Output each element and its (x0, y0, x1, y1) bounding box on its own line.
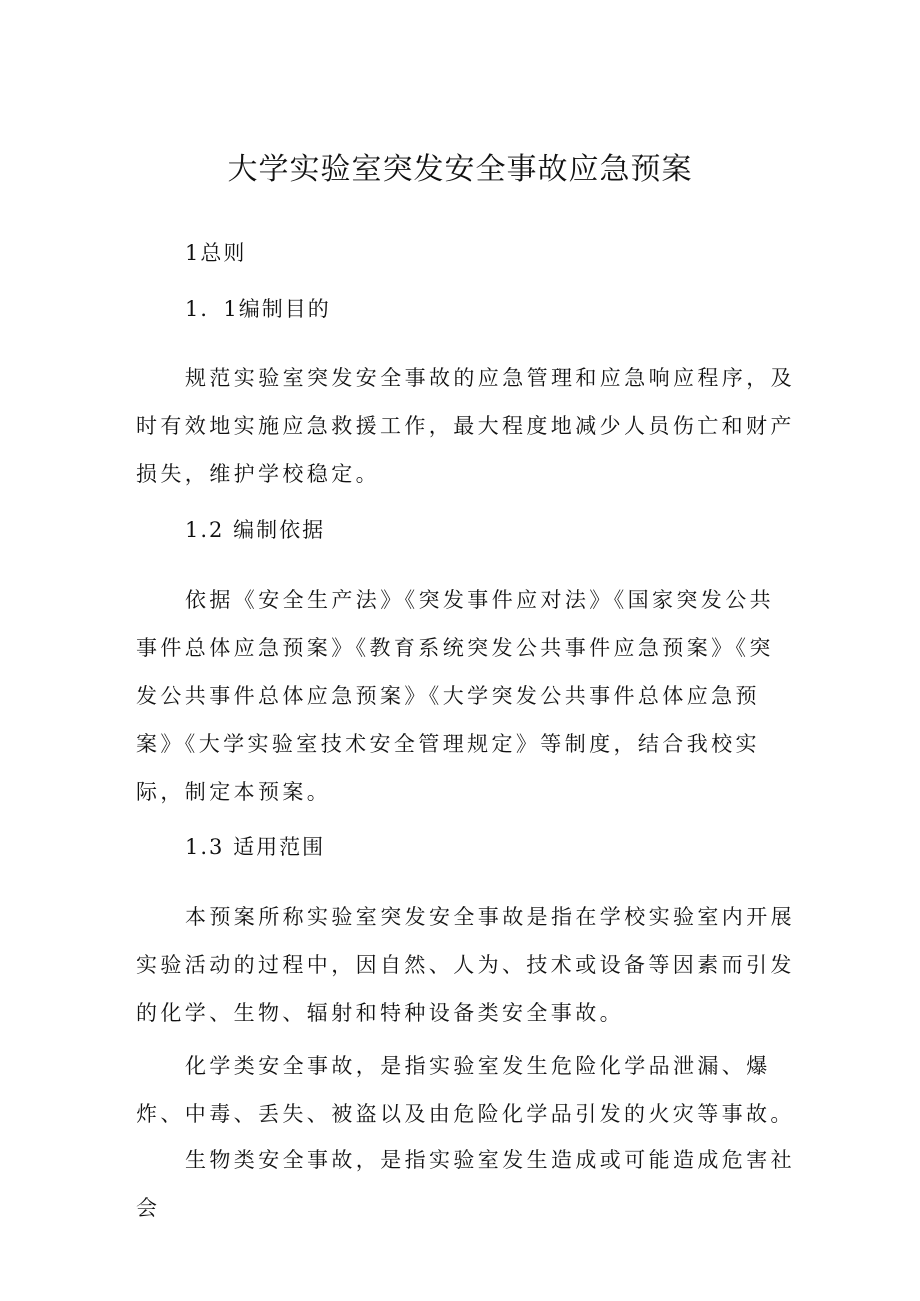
section-heading-1: 1总则 (185, 241, 247, 265)
section-heading-1-3: 1.3 适用范围 (185, 835, 326, 859)
document-title: 大学实验室突发安全事故应急预案 (227, 152, 693, 187)
section-heading-1-1: 1．1编制目的 (185, 297, 331, 321)
paragraph-scope: 本预案所称实验室突发安全事故是指在学校实验室内开展实验活动的过程中，因自然、人为、技术或设备等因素而引发的化学、生物、辐射和特种设备类安全事故。 (136, 905, 795, 1025)
paragraph-chemical: 化学类安全事故，是指实验室发生危险化学品泄漏、爆炸、中毒、丢失、被盗以及由危险化学品引发的火灾等事故。 (136, 1054, 795, 1126)
section-heading-1-2: 1.2 编制依据 (185, 518, 326, 542)
paragraph-biological: 生物类安全事故，是指实验室发生造成或可能造成危害社会 (136, 1148, 795, 1220)
paragraph-purpose: 规范实验室突发安全事故的应急管理和应急响应程序，及时有效地实施应急救援工作，最大程度地减少人员伤亡和财产损失，维护学校稳定。 (136, 366, 795, 486)
paragraph-basis: 依据《安全生产法》《突发事件应对法》《国家突发公共事件总体应急预案》《教育系统突发公共事件应急预案》《突发公共事件总体应急预案》《大学突发公共事件总体应急预案》《大学实验室技术安全管理规定》等制度，结合我校实际，制定本预案。 (136, 588, 774, 804)
